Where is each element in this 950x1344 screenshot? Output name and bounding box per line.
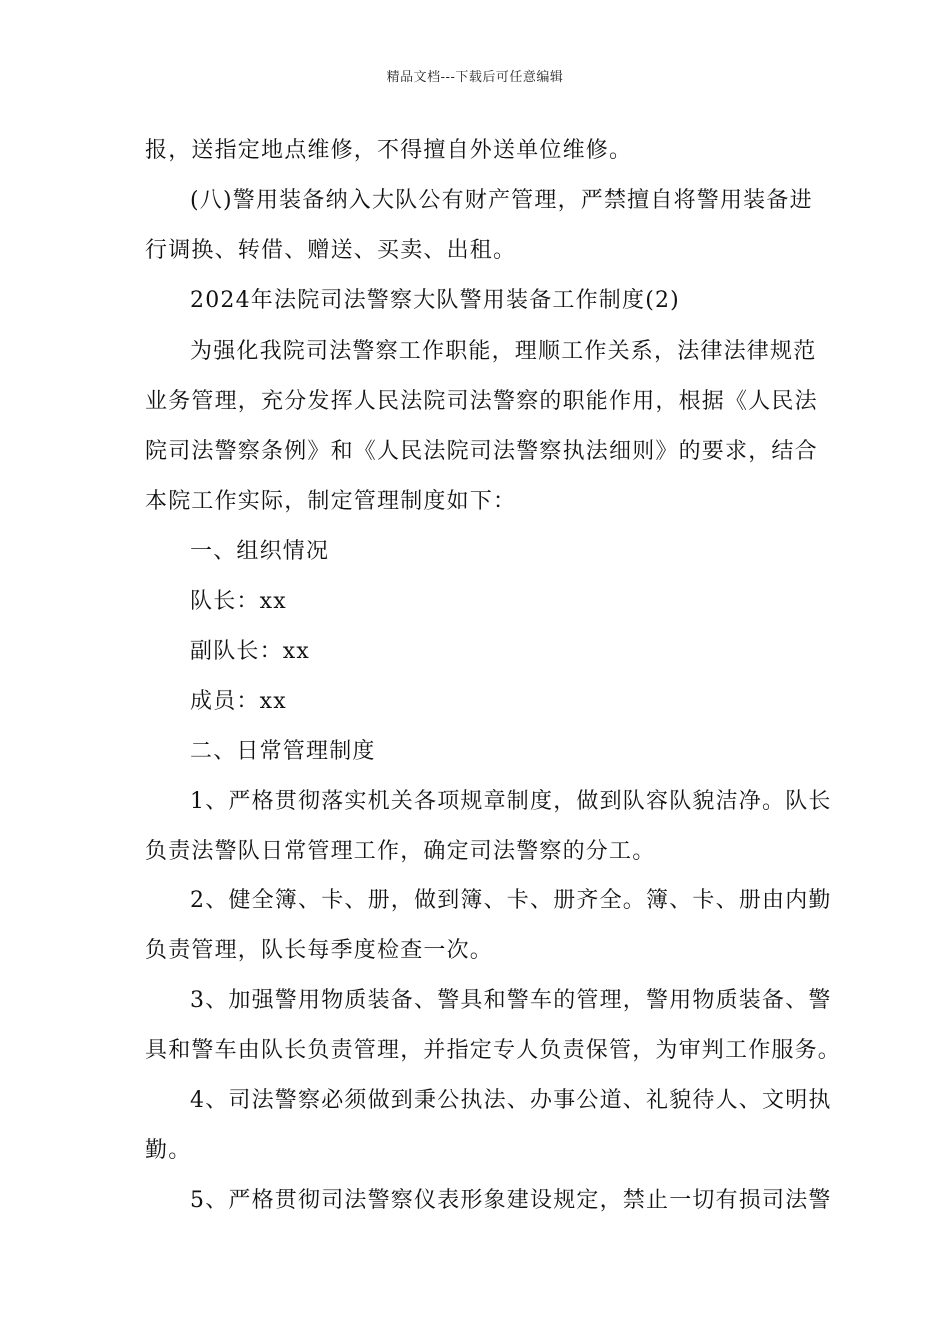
text-line: 业务管理，充分发挥人民法院司法警察的职能作用，根据《人民法: [145, 389, 818, 414]
text-line: 为强化我院司法警察工作职能，理顺工作关系，法律法律规范: [190, 339, 817, 364]
text-line: 副队长：xx: [190, 639, 311, 664]
text-line: 负责法警队日常管理工作，确定司法警察的分工。: [145, 839, 656, 864]
text-line: 1、严格贯彻落实机关各项规章制度，做到队容队貌洁净。队长: [190, 789, 832, 814]
section-title: 2024年法院司法警察大队警用装备工作制度(2): [190, 288, 680, 313]
text-line: 本院工作实际，制定管理制度如下：: [145, 489, 517, 514]
text-line: 队长：xx: [190, 589, 287, 614]
text-line: 报，送指定地点维修，不得擅自外送单位维修。: [145, 138, 633, 163]
text-line: 负责管理，队长每季度检查一次。: [145, 938, 494, 963]
text-line: 成员：xx: [190, 689, 287, 714]
text-line: 3、加强警用物质装备、警具和警车的管理，警用物质装备、警: [190, 988, 832, 1013]
heading-daily-management: 二、日常管理制度: [190, 739, 376, 764]
text-line: 勤。: [145, 1138, 192, 1163]
text-line: 院司法警察条例》和《人民法院司法警察执法细则》的要求，结合: [145, 439, 818, 464]
heading-organization: 一、组织情况: [190, 539, 330, 564]
page-header: 精品文档---下载后可任意编辑: [386, 70, 564, 85]
text-line: 2、健全簿、卡、册，做到簿、卡、册齐全。簿、卡、册由内勤: [190, 888, 832, 913]
text-line: 行调换、转借、赠送、买卖、出租。: [145, 238, 517, 263]
text-line: 具和警车由队长负责管理，并指定专人负责保管，为审判工作服务。: [145, 1038, 842, 1063]
text-line: 4、司法警察必须做到秉公执法、办事公道、礼貌待人、文明执: [190, 1088, 832, 1113]
text-line: 5、严格贯彻司法警察仪表形象建设规定，禁止一切有损司法警: [190, 1188, 832, 1213]
text-line: (八)警用装备纳入大队公有财产管理，严禁擅自将警用装备进: [190, 188, 813, 213]
